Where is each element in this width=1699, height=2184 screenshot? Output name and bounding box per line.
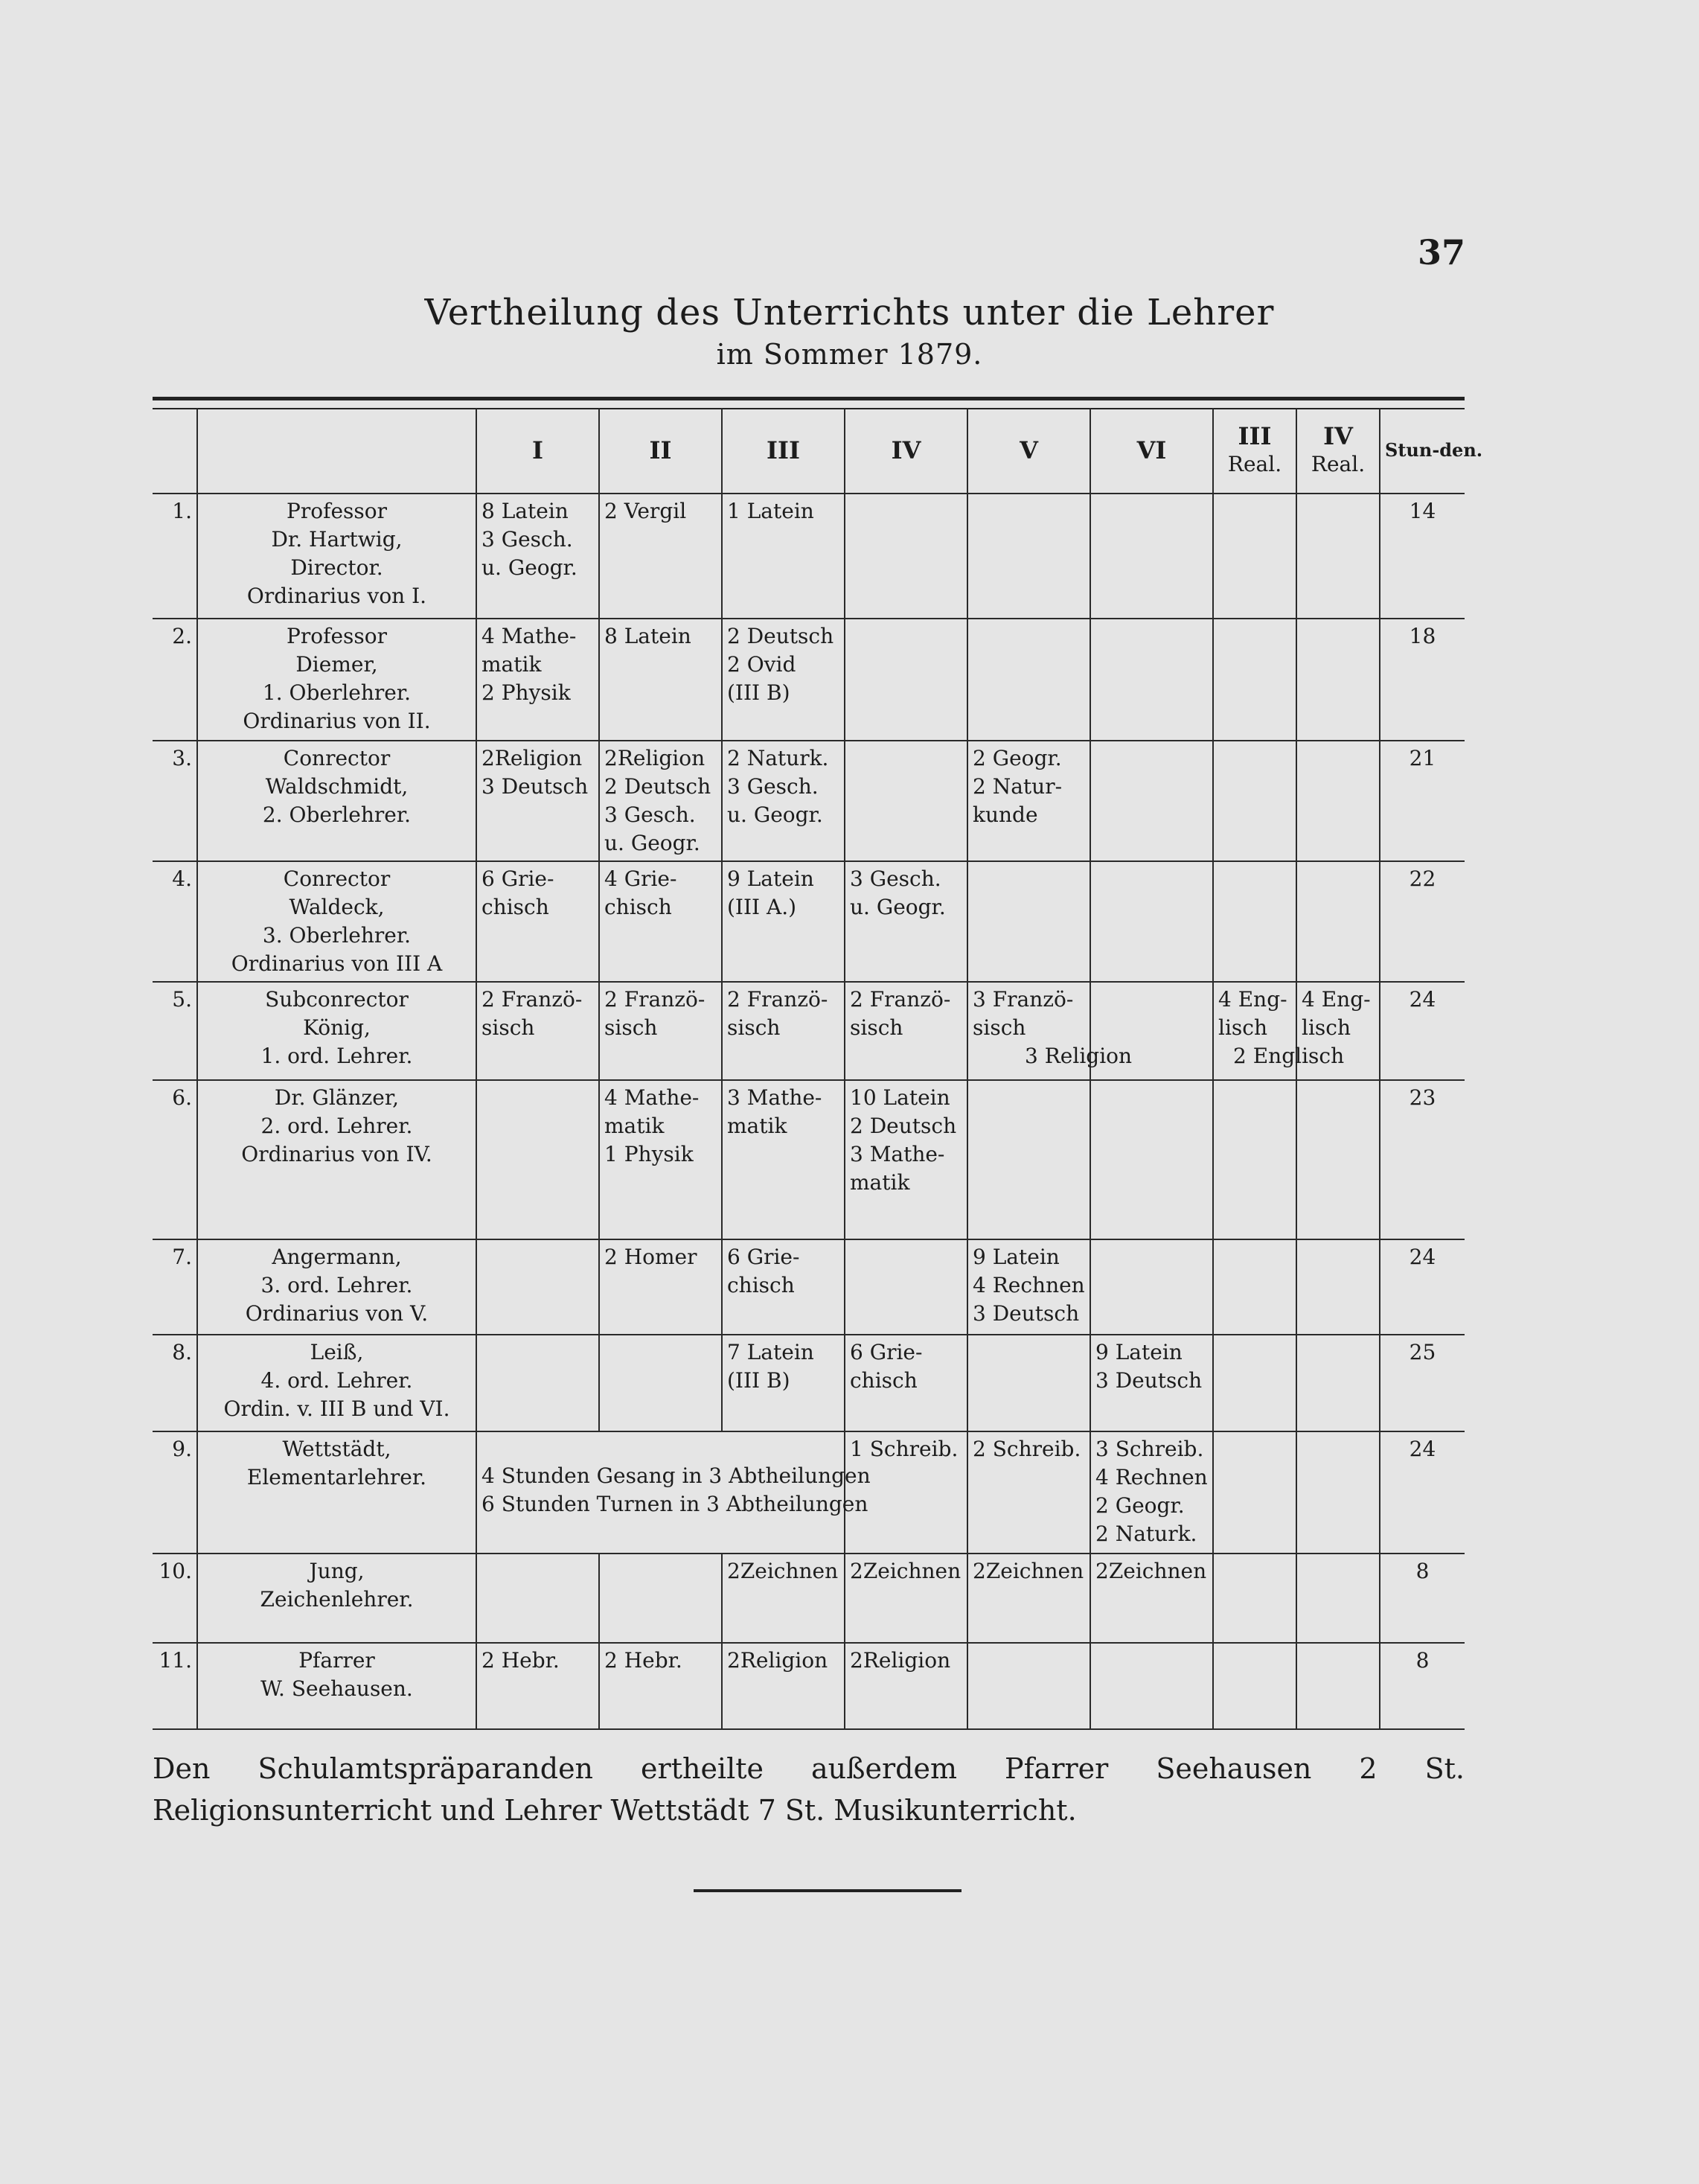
cell-line: chisch [481, 895, 549, 919]
header-col-IV-real [1296, 408, 1380, 494]
teacher-line: Pfarrer [298, 1648, 375, 1673]
table-body [153, 494, 1465, 1729]
hours-cell: 21 [1380, 741, 1465, 861]
hours-cell: 22 [1380, 861, 1465, 982]
cell-II [599, 861, 722, 982]
cell-III [722, 982, 845, 1080]
cell-I [476, 1554, 599, 1643]
cell-line: 6 Grie- [727, 1245, 800, 1269]
shared-religion: 3 Religion [1025, 1044, 1133, 1068]
cell-line: matik [481, 652, 542, 677]
table-row [153, 741, 1465, 861]
row-number: 11. [153, 1643, 197, 1729]
cell-line: 2 Vergil [604, 499, 687, 523]
cell-line: 4 Mathe- [604, 1085, 700, 1110]
span-line: 6 Stunden Turnen in 3 Abtheilungen [481, 1492, 868, 1516]
cell-line: 3 Deutsch [481, 774, 589, 799]
cell-line: 2 Naturk. [1095, 1522, 1197, 1546]
cell-VI [1090, 1335, 1213, 1431]
table-row [153, 1643, 1465, 1729]
row-number: 10. [153, 1554, 197, 1643]
cell-line: 10 Latein [850, 1085, 950, 1110]
cell-line: sisch [727, 1015, 781, 1040]
cell-line: 3 Gesch. [481, 527, 573, 552]
cell-IV [845, 1080, 967, 1239]
hours-cell: 18 [1380, 619, 1465, 741]
cell-line: 2 Homer [604, 1245, 697, 1269]
teacher-cell [197, 741, 476, 861]
page-title: Vertheilung des Unterrichts unter die Lehrer [424, 292, 1275, 333]
table-row [153, 861, 1465, 982]
cell-IV [845, 619, 967, 741]
teacher-cell [197, 1643, 476, 1729]
cell-line: 2 Natur- [973, 774, 1063, 799]
cell-IIIReal [1213, 1335, 1296, 1431]
cell-III [722, 1080, 845, 1239]
cell-IV [845, 1335, 967, 1431]
cell-line: (III A.) [727, 895, 797, 919]
teacher-line: König, [303, 1015, 371, 1040]
cell-VI [1090, 1239, 1213, 1335]
table-row [153, 1335, 1465, 1431]
header-col-I: I [476, 408, 599, 494]
teacher-line: 1. ord. Lehrer. [260, 1044, 413, 1068]
teacher-line: Leiß, [310, 1340, 364, 1364]
cell-III [722, 1239, 845, 1335]
cell-IIIReal [1213, 1643, 1296, 1729]
teacher-line: Conrector [283, 866, 391, 891]
cell-line: 9 Latein [1095, 1340, 1183, 1364]
hours-cell: 25 [1380, 1335, 1465, 1431]
teacher-line: Diemer, [295, 652, 378, 677]
cell-line: u. Geogr. [481, 555, 577, 580]
teacher-line: Ordin. v. III B und VI. [223, 1396, 450, 1421]
cell-IV [845, 1239, 967, 1335]
cell-line: 2 Geogr. [973, 746, 1062, 770]
cell-V [967, 1431, 1090, 1554]
teaching-distribution-table [153, 408, 1483, 1730]
header-col-IV: IV [845, 408, 967, 494]
cell-II [599, 982, 722, 1080]
row-number: 3. [153, 741, 197, 861]
teacher-line: Ordinarius von IV. [241, 1142, 432, 1166]
header-col-III-real-label: III [1238, 422, 1272, 450]
row-number: 9. [153, 1431, 197, 1554]
cell-IV [845, 861, 967, 982]
cell-V [967, 1554, 1090, 1643]
cell-line: 3 Mathe- [727, 1085, 822, 1110]
cell-line: 3 Deutsch [973, 1301, 1080, 1326]
teacher-line: W. Seehausen. [260, 1676, 413, 1701]
cell-IIIReal [1213, 619, 1296, 741]
cell-IIIReal [1213, 1554, 1296, 1643]
cell-line: u. Geogr. [604, 831, 700, 855]
row-number: 1. [153, 494, 197, 619]
teacher-line: Zeichenlehrer. [260, 1587, 414, 1612]
cell-II [599, 619, 722, 741]
cell-line: 2 Hebr. [604, 1648, 682, 1673]
header-col-III-real-sub: Real. [1227, 452, 1282, 476]
teacher-cell [197, 982, 476, 1080]
cell-IVReal [1296, 1643, 1380, 1729]
cell-line: sisch [481, 1015, 535, 1040]
cell-IIIReal [1213, 861, 1296, 982]
cell-line: chisch [727, 1273, 795, 1297]
cell-I [476, 982, 599, 1080]
cell-I [476, 619, 599, 741]
cell-V [967, 494, 1090, 619]
cell-II [599, 1554, 722, 1643]
cell-line: sisch [850, 1015, 903, 1040]
table-row [153, 1554, 1465, 1643]
teacher-line: Professor [287, 499, 387, 523]
cell-line: 4 Eng- [1218, 987, 1287, 1012]
teacher-cell [197, 1554, 476, 1643]
cell-III [722, 861, 845, 982]
cell-line: 2Religion [727, 1648, 828, 1673]
table-row [153, 619, 1465, 741]
row-number: 7. [153, 1239, 197, 1335]
header-col-II: II [599, 408, 722, 494]
cell-III [722, 1335, 845, 1431]
cell-line: 8 Latein [481, 499, 569, 523]
teacher-line: Ordinarius von II. [243, 709, 431, 733]
header-num [153, 408, 197, 494]
teacher-line: 3. Oberlehrer. [262, 923, 412, 948]
cell-line: 2 Naturk. [727, 746, 829, 770]
cell-line: 2Zeichnen [973, 1559, 1084, 1583]
cell-line: 6 Grie- [850, 1340, 923, 1364]
teacher-line: Dr. Hartwig, [271, 527, 403, 552]
cell-IIIReal [1213, 1080, 1296, 1239]
teacher-line: Waldeck, [289, 895, 385, 919]
cell-line: 3 Gesch. [850, 866, 941, 891]
footnote: Den Schulamtspräparanden ertheilte außerdem Pfarrer Seehausen 2 St. Religionsunterricht und Lehrer Wettstädt 7 St. Musikunterricht. [153, 1752, 1465, 1827]
cell-I [476, 1335, 599, 1431]
table-row [153, 494, 1465, 619]
cell-line: 3 Schreib. [1095, 1437, 1204, 1461]
cell-line: matik [850, 1170, 910, 1195]
cell-V [967, 619, 1090, 741]
cell-line: u. Geogr. [850, 895, 946, 919]
teacher-line: Waldschmidt, [265, 774, 409, 799]
cell-I [476, 1080, 599, 1239]
cell-IVReal [1296, 1239, 1380, 1335]
cell-line: 4 Grie- [604, 866, 677, 891]
cell-line: lisch [1302, 1015, 1351, 1040]
cell-IIIReal [1213, 1239, 1296, 1335]
cell-IIIReal [1213, 741, 1296, 861]
header-col-III-real [1213, 408, 1296, 494]
row-number: 6. [153, 1080, 197, 1239]
cell-V [967, 1239, 1090, 1335]
teacher-line: 1. Oberlehrer. [262, 680, 412, 705]
teacher-line: Ordinarius von V. [245, 1301, 429, 1326]
teacher-line: Wettstädt, [282, 1437, 391, 1461]
cell-VI [1090, 619, 1213, 741]
cell-VI [1090, 494, 1213, 619]
cell-line: 2 Franzö- [727, 987, 828, 1012]
row-number: 5. [153, 982, 197, 1080]
page-number: 37 [1418, 232, 1466, 272]
cell-line: 2Zeichnen [850, 1559, 962, 1583]
cell-line: 2Religion [604, 746, 705, 770]
cell-III [722, 619, 845, 741]
cell-line: 7 Latein [727, 1340, 814, 1364]
cell-line: kunde [973, 802, 1038, 827]
cell-line: 9 Latein [973, 1245, 1060, 1269]
page-subtitle: im Sommer 1879. [716, 338, 983, 371]
cell-line: 2Zeichnen [727, 1559, 839, 1583]
cell-line: (III B) [727, 680, 790, 705]
cell-IV [845, 1643, 967, 1729]
cell-III [722, 1643, 845, 1729]
cell-line: 2Zeichnen [1095, 1559, 1207, 1583]
cell-V [967, 982, 1133, 1080]
cell-II [599, 1080, 722, 1239]
cell-I [476, 1239, 599, 1335]
teacher-cell [197, 861, 476, 982]
cell-VI [1090, 1643, 1213, 1729]
hours-cell: 8 [1380, 1643, 1465, 1729]
header-col-IV-real-sub: Real. [1311, 452, 1366, 476]
teacher-line: Subconrector [265, 987, 409, 1012]
teacher-line: 2. ord. Lehrer. [260, 1114, 413, 1138]
cell-II [599, 741, 722, 861]
table-row [153, 982, 1465, 1080]
cell-line: 1 Physik [604, 1142, 694, 1166]
shared-english: 2 Englisch [1233, 1044, 1345, 1068]
header-col-IV-real-label: IV [1323, 422, 1353, 450]
cell-line: 9 Latein [727, 866, 814, 891]
cell-IIIReal [1213, 982, 1345, 1080]
cell-IV [845, 1554, 967, 1643]
teacher-line: Professor [287, 624, 387, 648]
header-col-V: V [967, 408, 1090, 494]
teacher-cell [197, 619, 476, 741]
hours-cell: 8 [1380, 1554, 1465, 1643]
teacher-cell [197, 1080, 476, 1239]
cell-IVReal [1296, 1554, 1380, 1643]
hours-cell: 24 [1380, 982, 1465, 1080]
table-row [153, 1431, 1465, 1554]
table-row [153, 1239, 1465, 1335]
cell-line: 6 Grie- [481, 866, 554, 891]
cell-line: 3 Mathe- [850, 1142, 945, 1166]
cell-IVReal [1296, 619, 1380, 741]
cell-II [599, 1643, 722, 1729]
cell-III [722, 1554, 845, 1643]
teacher-line: Conrector [283, 746, 391, 770]
header-name [197, 408, 476, 494]
header-col-III: III [722, 408, 845, 494]
cell-II [599, 1239, 722, 1335]
cell-line: 1 Latein [727, 499, 814, 523]
cell-line: 4 Mathe- [481, 624, 577, 648]
cell-III [722, 741, 845, 861]
cell-line: 4 Eng- [1302, 987, 1371, 1012]
span-cell [476, 1431, 871, 1554]
cell-II [599, 1335, 722, 1431]
cell-line: chisch [850, 1368, 918, 1393]
header-col-VI: VI [1090, 408, 1213, 494]
cell-line: 2 Geogr. [1095, 1493, 1185, 1518]
teacher-line: Ordinarius von I. [246, 584, 427, 608]
cell-VI [1090, 1554, 1213, 1643]
teacher-cell [197, 1239, 476, 1335]
cell-IVReal [1296, 1431, 1380, 1554]
cell-IVReal [1296, 1335, 1380, 1431]
cell-line: matik [727, 1114, 787, 1138]
cell-line: chisch [604, 895, 672, 919]
cell-I [476, 494, 599, 619]
cell-V [967, 861, 1090, 982]
row-number: 2. [153, 619, 197, 741]
cell-line: 2 Deutsch [850, 1114, 957, 1138]
cell-VI [1090, 1431, 1213, 1554]
cell-V [967, 1643, 1090, 1729]
cell-line: 3 Deutsch [1095, 1368, 1203, 1393]
cell-IV [845, 741, 967, 861]
cell-I [476, 1643, 599, 1729]
hours-cell: 24 [1380, 1239, 1465, 1335]
hours-cell: 14 [1380, 494, 1465, 619]
closing-rule [694, 1889, 962, 1892]
cell-line: 2Religion [850, 1648, 951, 1673]
cell-line: 3 Gesch. [727, 774, 819, 799]
cell-line: u. Geogr. [727, 802, 823, 827]
teacher-line: 2. Oberlehrer. [262, 802, 412, 827]
cell-IVReal [1296, 494, 1380, 619]
cell-VI [1090, 861, 1213, 982]
cell-IV [845, 982, 967, 1080]
header-col-hours: Stun-den. [1380, 408, 1465, 494]
cell-line: 2Religion [481, 746, 583, 770]
table-row [153, 1080, 1465, 1239]
cell-line: matik [604, 1114, 665, 1138]
cell-line: lisch [1218, 1015, 1267, 1040]
cell-V [967, 741, 1090, 861]
span-line: 4 Stunden Gesang in 3 Abtheilungen [481, 1463, 871, 1488]
teacher-line: Ordinarius von III A [231, 951, 443, 976]
cell-line: sisch [604, 1015, 658, 1040]
cell-I [476, 741, 599, 861]
cell-line: 2 Franzö- [481, 987, 583, 1012]
cell-IIIReal [1213, 1431, 1296, 1554]
cell-line: 8 Latein [604, 624, 691, 648]
teacher-line: 3. ord. Lehrer. [260, 1273, 413, 1297]
cell-II [599, 494, 722, 619]
teacher-cell [197, 494, 476, 619]
cell-line: 4 Rechnen [973, 1273, 1085, 1297]
cell-line: 2 Physik [481, 680, 571, 705]
hours-cell: 24 [1380, 1431, 1465, 1554]
cell-I [476, 861, 599, 982]
cell-VI [1090, 741, 1213, 861]
cell-line: 2 Franzö- [604, 987, 705, 1012]
cell-line: 2 Ovid [727, 652, 796, 677]
cell-VI [1090, 1080, 1213, 1239]
cell-line: 2 Schreib. [973, 1437, 1081, 1461]
row-number: 8. [153, 1335, 197, 1431]
cell-line: sisch [973, 1015, 1026, 1040]
teacher-line: Jung, [309, 1559, 365, 1583]
teacher-line: Angermann, [272, 1245, 402, 1269]
hours-cell: 23 [1380, 1080, 1465, 1239]
teacher-line: 4. ord. Lehrer. [260, 1368, 413, 1393]
teacher-line: Dr. Glänzer, [274, 1085, 400, 1110]
teacher-cell [197, 1431, 476, 1554]
cell-line: 3 Franzö- [973, 987, 1074, 1012]
cell-IVReal [1296, 741, 1380, 861]
cell-line: (III B) [727, 1368, 790, 1393]
teacher-line: Director. [290, 555, 383, 580]
cell-line: 3 Gesch. [604, 802, 696, 827]
cell-line: 2 Deutsch [727, 624, 834, 648]
cell-line: 2 Deutsch [604, 774, 711, 799]
cell-IIIReal [1213, 494, 1296, 619]
cell-line: 2 Franzö- [850, 987, 951, 1012]
cell-V [967, 1080, 1090, 1239]
header-row [153, 408, 1465, 494]
cell-IV [845, 494, 967, 619]
cell-IVReal [1296, 1080, 1380, 1239]
cell-line: 4 Rechnen [1095, 1465, 1208, 1489]
cell-III [722, 494, 845, 619]
cell-line: 2 Hebr. [481, 1648, 560, 1673]
teacher-line: Elementarlehrer. [246, 1465, 427, 1489]
cell-line: 1 Schreib. [850, 1437, 959, 1461]
teacher-cell [197, 1335, 476, 1431]
row-number: 4. [153, 861, 197, 982]
cell-IVReal [1296, 861, 1380, 982]
cell-V [967, 1335, 1090, 1431]
